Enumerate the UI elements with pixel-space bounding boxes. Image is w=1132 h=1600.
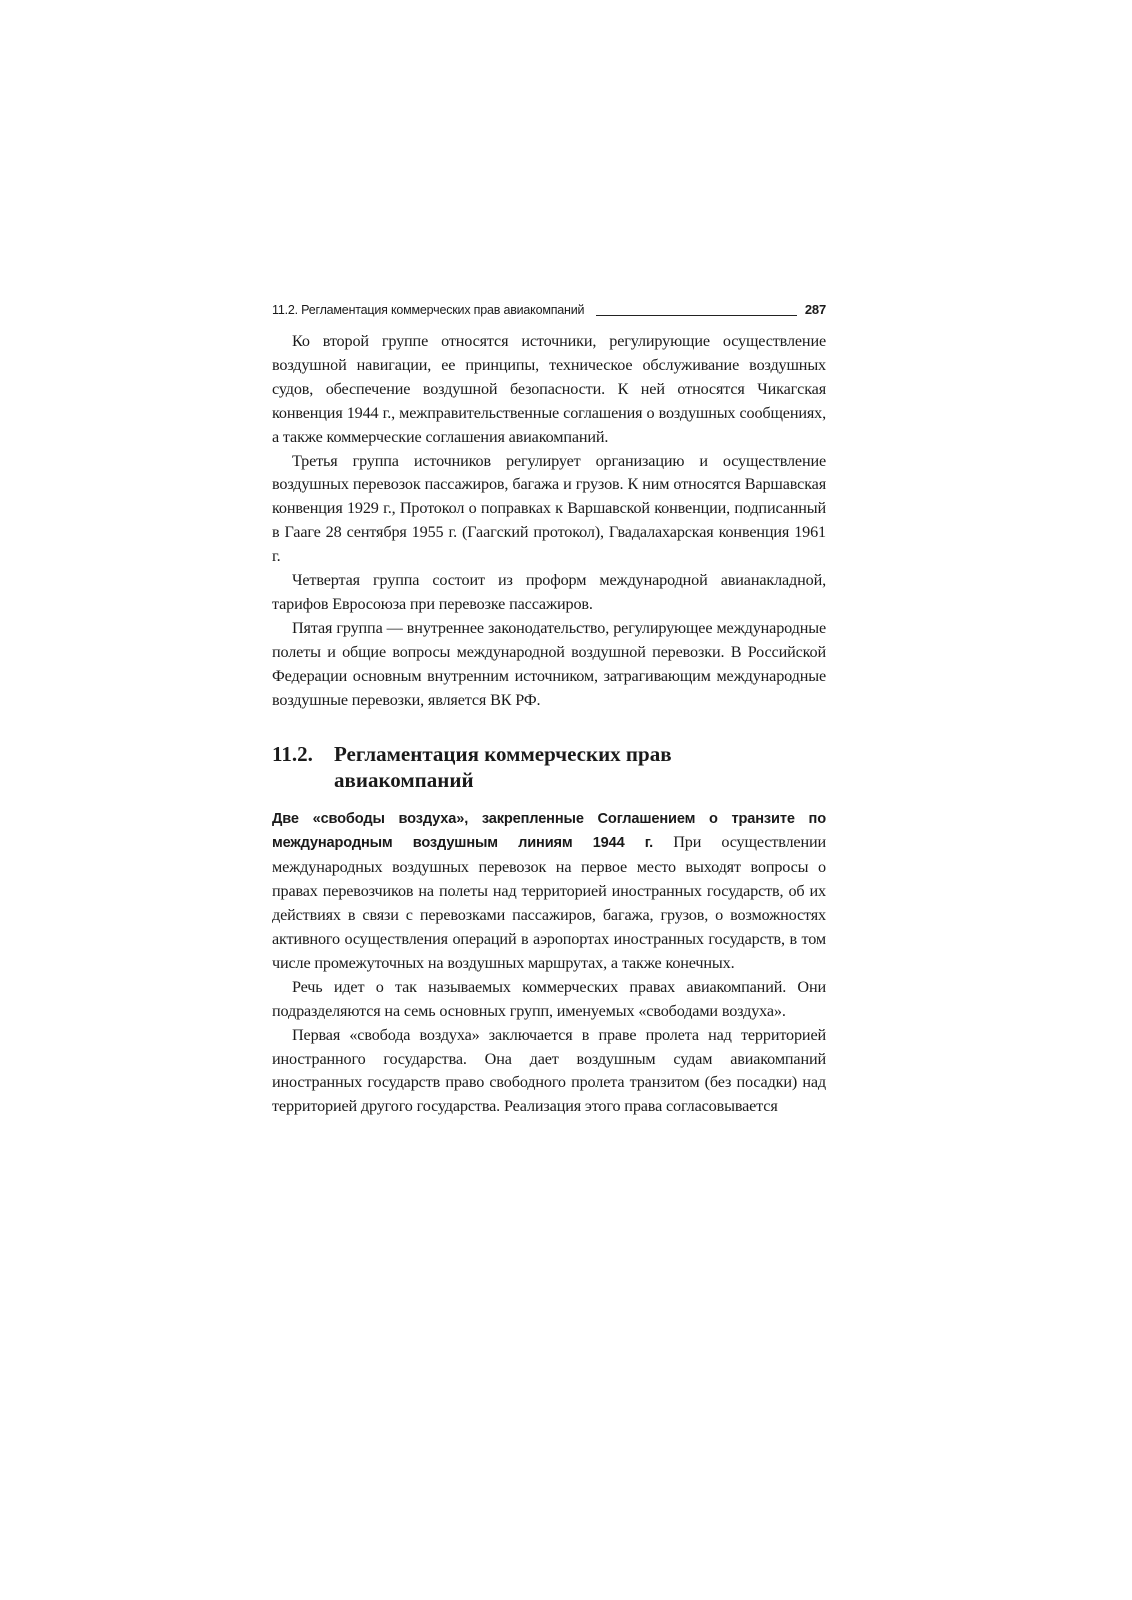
book-page bbox=[272, 302, 826, 1119]
section-number: 11.2. bbox=[272, 741, 313, 766]
running-title: 11.2. Регламентация коммерческих прав авиакомпаний bbox=[272, 303, 585, 317]
paragraph: Пятая группа — внутреннее законодательство, регулирующее международные полеты и общие вопросы международной воздушной перевозки. В Российской Федерации основным внутренним источником, затрагивающим международные воздушные перевозки, является ВК РФ. bbox=[272, 618, 826, 709]
paragraph: Речь идет о так называемых коммерческих правах авиакомпаний. Они подразделяются на семь основных групп, именуемых «свободами воздуха». bbox=[272, 977, 826, 1020]
header-rule bbox=[596, 315, 797, 316]
paragraph: Третья группа источников регулирует организацию и осуществление воздушных перевозок пассажиров, багажа и грузов. К ним относятся Варшавская конвенция 1929 г., Протокол о поправках к Варшавской конвенции, подписанный в Гааге 28 сентября 1955 г. (Гаагский протокол), Гвадалахарская конвенция 1961 г. bbox=[272, 451, 826, 566]
lead-paragraph bbox=[272, 807, 826, 976]
section-title: Регламентация коммерческих прав авиакомпаний bbox=[334, 741, 672, 792]
page-body bbox=[272, 330, 826, 1119]
page-number: 287 bbox=[804, 302, 826, 317]
paragraph: Первая «свобода воздуха» заключается в праве пролета над территорией иностранного государства. Она дает воздушным судам авиакомпаний иностранных государств право свободного пролета транзитом (без посадки) над территорией другого государства. Реализация этого права согласовывается bbox=[272, 1025, 826, 1116]
lead-heading: Две «свободы воздуха», закрепленные Соглашением о транзите по международным воздушным линиям 1944 г. bbox=[272, 810, 826, 852]
paragraph: Четвертая группа состоит из проформ международной авианакладной, тарифов Евросоюза при перевозке пассажиров. bbox=[272, 571, 826, 613]
lead-text: При осуществлении международных воздушных перевозок на первое место выходят вопросы о правах перевозчиков на полеты над территорией иностранных государств, об их действиях в связи с перевозками пассажиров, багажа, грузов, о возможностях активного осуществления операций в аэропортах иностранных государств, в том числе промежуточных на воздушных маршрутах, а также конечных. bbox=[272, 833, 826, 972]
paragraph: Ко второй группе относятся источники, регулирующие осуществление воздушной навигации, ее принципы, техническое обслуживание воздушных судов, обеспечение воздушной безопасности. К ней относятся Чикагская конвенция 1944 г., межправительственные соглашения о воздушных сообщениях, а также коммерческие соглашения авиакомпаний. bbox=[272, 332, 826, 446]
section-heading bbox=[272, 741, 826, 793]
running-header bbox=[272, 302, 826, 318]
